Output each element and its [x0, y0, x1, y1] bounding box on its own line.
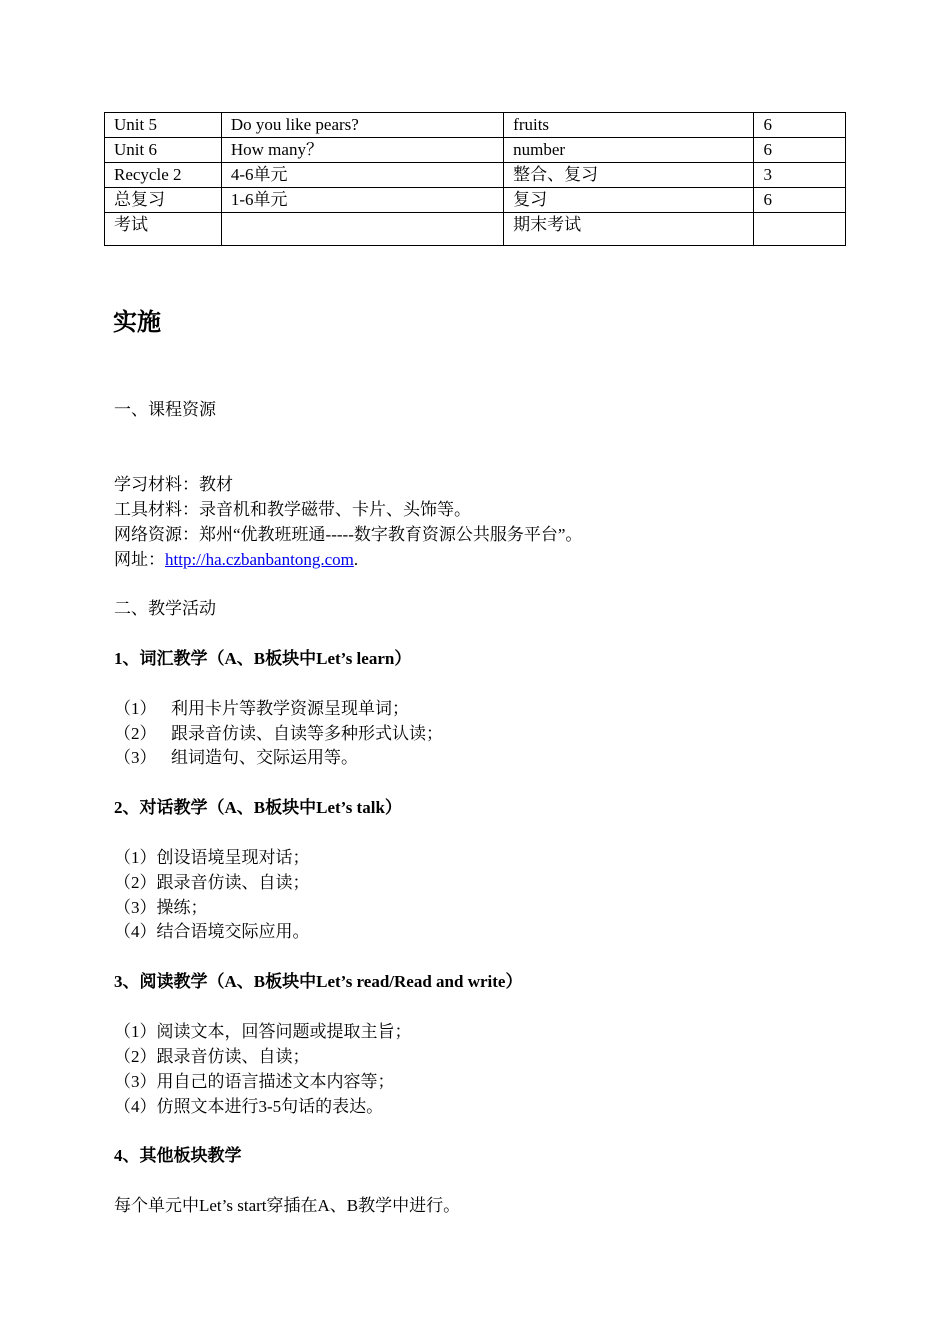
list-item: [114, 746, 358, 770]
url-suffix: .: [353, 550, 359, 569]
item-number: （1）: [114, 699, 157, 718]
table-cell: Unit 5: [105, 113, 222, 138]
list-item: （3）操练；: [114, 898, 208, 917]
table-cell: number: [504, 138, 754, 163]
section-title: 实施: [113, 310, 161, 336]
table-cell: 复习: [504, 188, 754, 213]
table-cell: fruits: [504, 113, 754, 138]
table-cell: 3: [754, 163, 846, 188]
item-number: （2）: [114, 724, 157, 743]
item-text: 利用卡片等教学资源呈现单词；: [171, 699, 409, 718]
table-cell: 考试: [105, 213, 222, 246]
resources-tools: 工具材料：录音机和教学磁带、卡片、头饰等。: [114, 500, 471, 519]
table-cell: [754, 213, 846, 246]
list-item: （1）创设语境呈现对话；: [114, 848, 310, 867]
list-item: （1）阅读文本，回答问题或提取主旨；: [114, 1022, 412, 1041]
list-item: （2）跟录音仿读、自读；: [114, 1047, 310, 1066]
url-label: 网址：: [114, 550, 165, 569]
table-row: [105, 213, 846, 246]
other-text: 每个单元中Let’s start穿插在A、B教学中进行。: [114, 1196, 461, 1215]
table-cell: Do you like pears?: [221, 113, 503, 138]
table-cell: 6: [754, 113, 846, 138]
resources-heading: 一、课程资源: [114, 400, 216, 419]
table-cell: 总复习: [105, 188, 222, 213]
item-text: 跟录音仿读、自读等多种形式认读；: [171, 724, 443, 743]
table-row: [105, 113, 846, 138]
dialogue-title: 2、对话教学（A、B板块中Let’s talk）: [114, 798, 402, 817]
reading-title: 3、阅读教学（A、B板块中Let’s read/Read and write）: [114, 972, 523, 991]
list-item: （2）跟录音仿读、自读；: [114, 873, 310, 892]
list-item: （4）仿照文本进行3-5句话的表达。: [114, 1097, 384, 1116]
unit-schedule-table: [104, 112, 846, 246]
table-cell: 6: [754, 138, 846, 163]
table-cell: 期末考试: [504, 213, 754, 246]
list-item: （3）用自己的语言描述文本内容等；: [114, 1072, 395, 1091]
platform-link[interactable]: http://ha.czbanbantong.com: [165, 550, 354, 569]
list-item: （4）结合语境交际应用。: [114, 922, 310, 941]
table-cell: Recycle 2: [105, 163, 222, 188]
item-text: 组词造句、交际运用等。: [171, 748, 358, 767]
table-cell: 整合、复习: [504, 163, 754, 188]
resources-materials: 学习材料：教材: [114, 475, 233, 494]
vocab-title: 1、词汇教学（A、B板块中Let’s learn）: [114, 649, 412, 668]
activities-heading: 二、教学活动: [114, 599, 216, 618]
resources-network: 网络资源：郑州“优教班班通-----数字教育资源公共服务平台”。: [114, 525, 583, 544]
table-row: [105, 138, 846, 163]
table-cell: 4-6单元: [221, 163, 503, 188]
table-row: [105, 188, 846, 213]
resources-url-line: [114, 548, 358, 572]
list-item: [114, 722, 443, 746]
table-row: [105, 163, 846, 188]
table-cell: 6: [754, 188, 846, 213]
item-number: （3）: [114, 748, 157, 767]
other-title: 4、其他板块教学: [114, 1146, 242, 1165]
table-cell: 1-6单元: [221, 188, 503, 213]
list-item: [114, 697, 409, 721]
table-cell: [221, 213, 503, 246]
table-cell: Unit 6: [105, 138, 222, 163]
table-cell: How many？: [221, 138, 503, 163]
